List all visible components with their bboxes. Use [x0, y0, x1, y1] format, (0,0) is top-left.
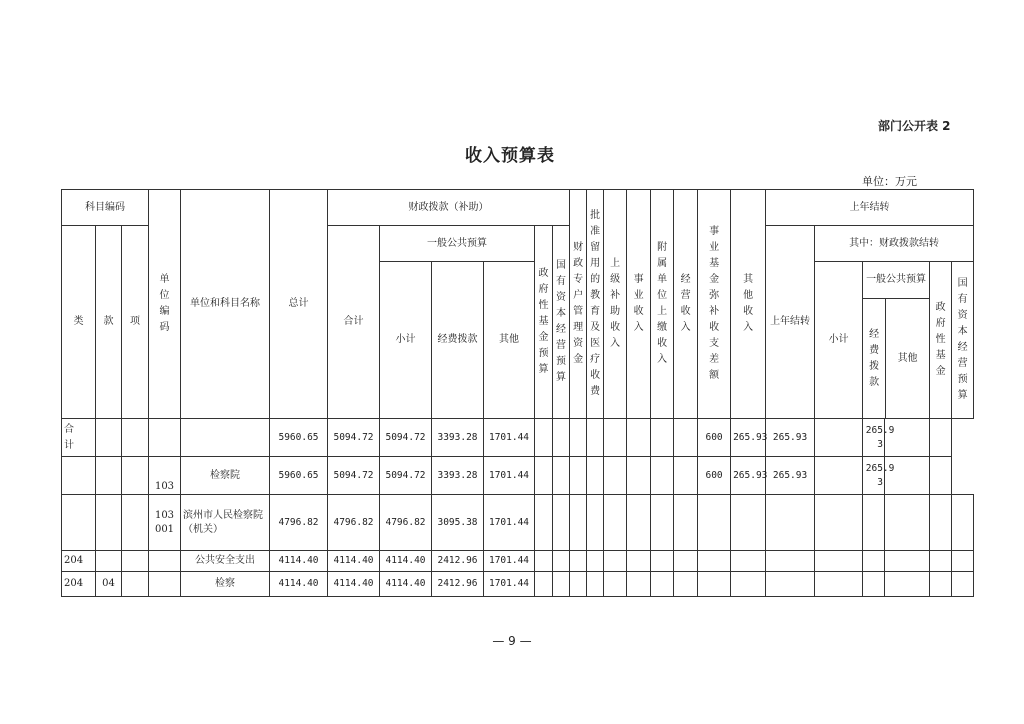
table-row	[62, 419, 974, 457]
cell-total: 5960.65	[270, 419, 328, 457]
cell-sub-qita: 265.93	[863, 457, 885, 495]
cell-lei: 合计	[62, 419, 96, 457]
header-shiye-jijin: 事业基金弥补收支差额	[698, 190, 731, 419]
cell-empty	[885, 551, 930, 572]
cell-qita-shouru: 600	[698, 457, 731, 495]
cell-code	[149, 551, 181, 572]
cell-empty	[863, 572, 885, 597]
header-zongji: 总计	[270, 190, 328, 419]
cell-empty	[604, 572, 627, 597]
cell-empty	[698, 572, 731, 597]
cell-name: 检察	[181, 572, 270, 597]
cell-empty	[535, 572, 553, 597]
cell-code: 103	[149, 457, 181, 495]
header-xiaoji: 小计	[380, 262, 432, 419]
cell-kuan	[96, 551, 122, 572]
cell-empty	[731, 572, 766, 597]
cell-empty	[627, 495, 651, 551]
cell-kuan: 04	[96, 572, 122, 597]
cell-empty	[535, 457, 553, 495]
cell-jingfei: 2412.96	[432, 551, 484, 572]
cell-empty	[930, 457, 952, 495]
cell-xiang	[122, 551, 149, 572]
cell-empty	[674, 495, 698, 551]
cell-empty	[553, 419, 570, 457]
cell-empty	[587, 551, 604, 572]
cell-sub-xiaoji: 265.93	[766, 457, 815, 495]
cell-total: 5960.65	[270, 457, 328, 495]
cell-empty	[815, 572, 863, 597]
cell-empty	[952, 495, 974, 551]
cell-empty	[553, 572, 570, 597]
header-jingying-shouru: 经营收入	[674, 190, 698, 419]
page-number: — 9 —	[492, 634, 532, 648]
cell-empty	[604, 495, 627, 551]
unit-label: 单位：万元	[862, 175, 917, 188]
header-shangnian-jiezhuan: 上年结转	[766, 190, 974, 226]
cell-empty	[651, 495, 674, 551]
cell-empty	[863, 495, 885, 551]
cell-xiaoji: 4796.82	[380, 495, 432, 551]
cell-xiang	[122, 572, 149, 597]
table-row	[62, 572, 974, 597]
cell-empty	[651, 551, 674, 572]
cell-empty	[535, 495, 553, 551]
cell-xiaoji: 5094.72	[380, 457, 432, 495]
cell-qita: 1701.44	[484, 457, 535, 495]
cell-heji: 4114.40	[328, 551, 380, 572]
header-danwei-bianma: 单位编码	[149, 190, 181, 419]
cell-empty	[553, 457, 570, 495]
header-sub-jingfei: 经费拨款	[863, 299, 886, 418]
page-title: 收入预算表	[465, 146, 555, 166]
cell-xiang	[122, 457, 149, 495]
header-guoyou-ziben: 国有资本经营预算	[553, 226, 570, 419]
cell-empty	[627, 419, 651, 457]
cell-empty	[570, 572, 587, 597]
cell-jingfei: 2412.96	[432, 572, 484, 597]
cell-sub-xiaoji: 265.93	[766, 419, 815, 457]
header-shangnian-jiezhuan-col: 上年结转	[766, 226, 815, 419]
cell-empty	[731, 495, 766, 551]
cell-heji: 4114.40	[328, 572, 380, 597]
cell-empty	[651, 419, 674, 457]
table-row	[62, 551, 974, 572]
table-row	[62, 457, 974, 495]
cell-empty	[930, 572, 952, 597]
cell-empty	[885, 495, 930, 551]
header-pizhun-liuyong: 批准留用的教育及医疗收费	[587, 190, 604, 419]
header-sub-guoyou: 国有资本经营预算	[952, 262, 974, 419]
cell-code	[149, 419, 181, 457]
cell-name: 检察院	[181, 457, 270, 495]
cell-kuan	[96, 419, 122, 457]
cell-total: 4114.40	[270, 572, 328, 597]
cell-lei	[62, 457, 96, 495]
cell-empty	[674, 551, 698, 572]
cell-empty	[930, 419, 952, 457]
cell-empty	[570, 551, 587, 572]
cell-empty	[651, 572, 674, 597]
cell-qita: 1701.44	[484, 419, 535, 457]
header-qizhong: 其中：财政拨款结转	[815, 226, 974, 262]
header-caizheng-bokuan: 财政拨款（补助）	[328, 190, 570, 226]
header-kuan: 款	[96, 226, 122, 419]
header-yiban-gonggong: 一般公共预算	[380, 226, 535, 262]
header-jingfei-bokuan: 经费拨款	[432, 262, 484, 419]
cell-empty	[604, 457, 627, 495]
cell-empty	[587, 572, 604, 597]
cell-heji: 5094.72	[328, 419, 380, 457]
header-caizheng-zhuanhu: 财政专户管理资金	[570, 190, 587, 419]
cell-empty	[952, 551, 974, 572]
header-heji: 合计	[328, 226, 380, 419]
cell-empty	[815, 419, 863, 457]
cell-kuan	[96, 495, 122, 551]
cell-empty	[587, 495, 604, 551]
cell-empty	[766, 551, 815, 572]
cell-total: 4114.40	[270, 551, 328, 572]
cell-xiang	[122, 419, 149, 457]
cell-empty	[570, 495, 587, 551]
header-fushu-danwei: 附属单位上缴收入	[651, 190, 674, 419]
cell-empty	[815, 495, 863, 551]
cell-kuan	[96, 457, 122, 495]
cell-name	[181, 419, 270, 457]
header-kemu-bianma: 科目编码	[62, 190, 149, 226]
header-row-1	[62, 190, 974, 226]
cell-empty	[815, 551, 863, 572]
header-sub-qita: 其他	[897, 352, 918, 364]
cell-empty	[553, 551, 570, 572]
cell-empty	[587, 419, 604, 457]
cell-jingfei: 3095.38	[432, 495, 484, 551]
header-shangji-buzhu: 上级补助收入	[604, 190, 627, 419]
cell-jingfei: 3393.28	[432, 419, 484, 457]
cell-lei: 204	[62, 551, 96, 572]
cell-sub-qita: 265.93	[863, 419, 885, 457]
cell-empty	[863, 551, 885, 572]
cell-qita: 1701.44	[484, 495, 535, 551]
cell-name: 公共安全支出	[181, 551, 270, 572]
cell-empty	[698, 551, 731, 572]
cell-empty	[570, 419, 587, 457]
cell-empty	[674, 419, 698, 457]
header-shiye-shouru: 事业收入	[627, 190, 651, 419]
cell-empty	[885, 572, 930, 597]
cell-empty	[570, 457, 587, 495]
cell-qita-shouru: 600	[698, 419, 731, 457]
header-sub-yiban-group	[863, 262, 930, 419]
income-budget-table	[61, 189, 974, 597]
cell-jingfei: 3393.28	[432, 457, 484, 495]
cell-empty	[535, 551, 553, 572]
cell-empty	[766, 572, 815, 597]
cell-empty	[604, 551, 627, 572]
cell-lei: 204	[62, 572, 96, 597]
cell-empty	[930, 551, 952, 572]
header-xiang: 项	[122, 226, 149, 419]
table-row	[62, 495, 974, 551]
cell-empty	[731, 551, 766, 572]
cell-empty	[674, 457, 698, 495]
cell-empty	[587, 457, 604, 495]
cell-empty	[553, 495, 570, 551]
header-sub-xiaoji: 小计	[815, 262, 863, 419]
cell-empty	[698, 495, 731, 551]
header-danwei-mingcheng: 单位和科目名称	[181, 190, 270, 419]
cell-xiang	[122, 495, 149, 551]
cell-heji: 4796.82	[328, 495, 380, 551]
header-zhengfu-jijin: 政府性基金预算	[535, 226, 553, 419]
cell-code: 103001	[149, 495, 181, 551]
cell-empty	[535, 419, 553, 457]
cell-empty	[766, 495, 815, 551]
cell-empty	[604, 419, 627, 457]
cell-empty	[627, 457, 651, 495]
cell-empty	[674, 572, 698, 597]
cell-empty	[651, 457, 674, 495]
header-qita: 其他	[484, 262, 535, 419]
cell-name: 滨州市人民检察院（机关）	[181, 495, 270, 551]
header-lei: 类	[62, 226, 96, 419]
cell-empty	[627, 572, 651, 597]
cell-shangnian: 265.93	[731, 419, 766, 457]
cell-qita: 1701.44	[484, 551, 535, 572]
header-sub-yiban: 一般公共预算	[863, 262, 929, 299]
cell-empty	[930, 495, 952, 551]
cell-total: 4796.82	[270, 495, 328, 551]
document-code: 部门公开表 2	[878, 119, 951, 133]
cell-shangnian: 265.93	[731, 457, 766, 495]
header-sub-zhengfu: 政府性基金	[930, 262, 952, 419]
cell-qita: 1701.44	[484, 572, 535, 597]
cell-xiaoji: 4114.40	[380, 572, 432, 597]
cell-heji: 5094.72	[328, 457, 380, 495]
cell-empty	[815, 457, 863, 495]
cell-xiaoji: 4114.40	[380, 551, 432, 572]
cell-empty	[627, 551, 651, 572]
cell-xiaoji: 5094.72	[380, 419, 432, 457]
cell-lei	[62, 495, 96, 551]
cell-code	[149, 572, 181, 597]
cell-empty	[952, 572, 974, 597]
header-qita-shouru: 其他收入	[731, 190, 766, 419]
